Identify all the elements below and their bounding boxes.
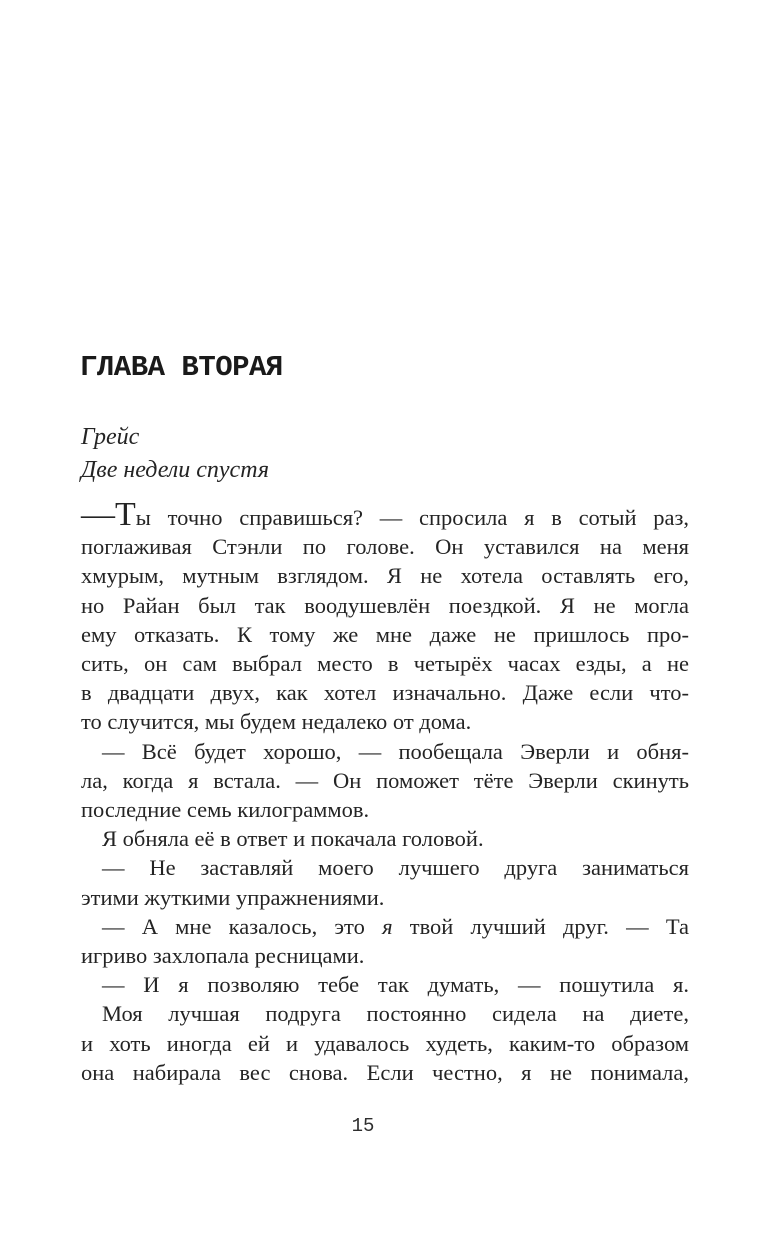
text-line: хмурым, мутным взглядом. Я не хотела оставлять его, xyxy=(81,563,689,589)
text-line: — И я позволяю тебе так думать, — пошутила я. xyxy=(102,972,689,998)
text-line: но Райан был так воодушевлён поездкой. Я не могла xyxy=(81,592,689,618)
text-segment: твой лучший друг. — Та xyxy=(392,913,689,939)
drop-cap: —Т xyxy=(81,496,136,533)
pov-name: Грейс xyxy=(81,424,140,450)
text-line: поглаживая Стэнли по голове. Он уставился на меня xyxy=(81,534,689,560)
opening-line: —Ты точно справишься? — спросила я в сотый раз, xyxy=(81,496,689,533)
text-line: — Не заставляй моего лучшего друга заниматься xyxy=(102,855,689,881)
body-text xyxy=(81,496,689,1087)
text-line: ему отказать. К тому же мне даже не пришлось про- xyxy=(81,621,689,647)
text-line: этими жуткими упражнениями. xyxy=(81,884,385,910)
page-number: 15 xyxy=(351,1115,375,1137)
emphasized-word: я xyxy=(382,913,393,939)
text-line: Моя лучшая подруга постоянно сидела на диете, xyxy=(102,1001,689,1027)
text-line: в двадцати двух, как хотел изначально. Даже если что- xyxy=(81,680,689,706)
text-line: она набирала вес снова. Если честно, я не понимала, xyxy=(81,1059,689,1085)
chapter-title: ГЛАВА ВТОРАЯ xyxy=(80,351,283,384)
text-line: игриво захлопала ресницами. xyxy=(81,943,365,969)
text-line: и хоть иногда ей и удавалось худеть, каким-то образом xyxy=(81,1030,689,1056)
text-segment: — А мне казалось, это xyxy=(102,913,383,939)
text-line: последние семь килограммов. xyxy=(81,797,370,823)
text-line: — Всё будет хорошо, — пообещала Эверли и обня- xyxy=(102,738,689,764)
time-note: Две недели спустя xyxy=(81,457,269,483)
text-line: то случится, мы будем недалеко от дома. xyxy=(81,709,472,735)
text-line xyxy=(81,912,689,941)
text-line: сить, он сам выбрал место в четырёх часах езды, а не xyxy=(81,651,689,677)
scene-head xyxy=(81,421,269,487)
text-line: Я обняла её в ответ и покачала головой. xyxy=(102,826,484,852)
text-line: ла, когда я встала. — Он поможет тёте Эверли скинуть xyxy=(81,767,689,793)
